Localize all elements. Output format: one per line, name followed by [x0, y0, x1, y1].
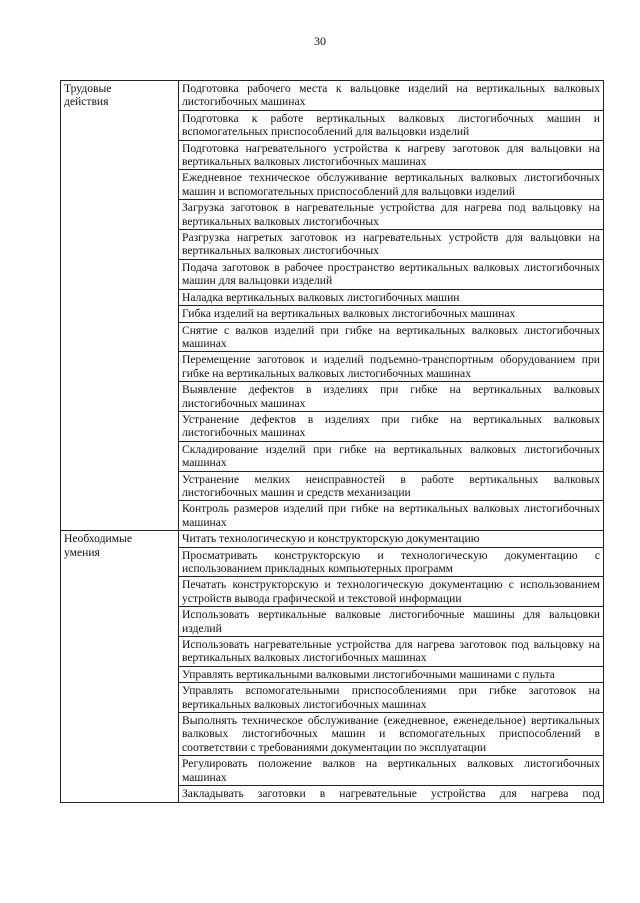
section-label: Необходимые умения [64, 532, 132, 559]
table-cell: Ежедневное техническое обслуживание вертикальных валковых листогибочных машин и вспомогательных приспособлений для вальцовки изделий [179, 170, 604, 200]
table-cell: Управлять вертикальными валковыми листогибочными машинами с пульта [179, 666, 604, 682]
table-row [61, 531, 604, 547]
table-cell: Гибка изделий на вертикальных валковых листогибочных машинах [179, 306, 604, 322]
table-cell: Загрузка заготовок в нагревательные устройства для нагрева под вальцовку на вертикальных валковых листогибочных [179, 200, 604, 230]
table-cell: Просматривать конструкторскую и технологическую документацию с использованием прикладных компьютерных программ [179, 547, 604, 577]
table-cell: Подача заготовок в рабочее пространство вертикальных валковых листогибочных машин для вальцовки изделий [179, 259, 604, 289]
table-cell: Складирование изделий при гибке на вертикальных валковых листогибочных машинах [179, 441, 604, 471]
table-cell: Выявление дефектов в изделиях при гибке на вертикальных валковых листогибочных машинах [179, 382, 604, 412]
table-cell: Подготовка рабочего места к вальцовке изделий на вертикальных валковых листогибочных машинах [179, 81, 604, 111]
table-cell: Подготовка нагревательного устройства к нагреву заготовок для вальцовки на вертикальных валковых листогибочных машинах [179, 140, 604, 170]
qualification-table [60, 80, 604, 803]
table-cell: Контроль размеров изделий при гибке на вертикальных валковых листогибочных машинах [179, 501, 604, 531]
table-cell: Использовать вертикальные валковые листогибочные машины для вальцовки изделий [179, 607, 604, 637]
table-cell: Устранение мелких неисправностей в работе вертикальных валковых листогибочных машин и средств механизации [179, 471, 604, 501]
table-cell: Устранение дефектов в изделиях при гибке на вертикальных валковых листогибочных машинах [179, 411, 604, 441]
table-cell: Читать технологическую и конструкторскую документацию [179, 531, 604, 547]
table-cell: Печатать конструкторскую и технологическую документацию с использованием устройств вывода графической и текстовой информации [179, 577, 604, 607]
section-label-cell [61, 531, 179, 802]
table-cell: Снятие с валков изделий при гибке на вертикальных валковых листогибочных машинах [179, 322, 604, 352]
table-cell: Перемещение заготовок и изделий подъемно-транспортным оборудованием при гибке на вертикальных валковых листогибочных машинах [179, 352, 604, 382]
page-number: 30 [314, 34, 326, 48]
table-cell: Выполнять техническое обслуживание (ежедневное, еженедельное) вертикальных валковых листогибочных машин и вспомогательных приспособлений в соответствии с требованиями документации по эксплуатации [179, 713, 604, 756]
table-row [61, 81, 604, 111]
table-cell: Закладывать заготовки в нагревательные устройства для нагрева под [179, 786, 604, 802]
table-cell: Подготовка к работе вертикальных валковых листогибочных машин и вспомогательных приспособлений для вальцовки изделий [179, 110, 604, 140]
qualification-table-body [61, 81, 604, 803]
table-cell: Использовать нагревательные устройства для нагрева заготовок под вальцовку на вертикальных валковых листогибочных машинах [179, 637, 604, 667]
table-cell: Регулировать положение валков на вертикальных валковых листогибочных машинах [179, 756, 604, 786]
section-label: Трудовые действия [64, 82, 112, 109]
table-cell: Разгрузка нагретых заготовок из нагревательных устройств для вальцовки на вертикальных валковых листогибочных [179, 230, 604, 260]
table-cell: Управлять вспомогательными приспособлениями при гибке заготовок на вертикальных валковых листогибочных машинах [179, 683, 604, 713]
section-label-cell [61, 81, 179, 531]
table-cell: Наладка вертикальных валковых листогибочных машин [179, 289, 604, 305]
